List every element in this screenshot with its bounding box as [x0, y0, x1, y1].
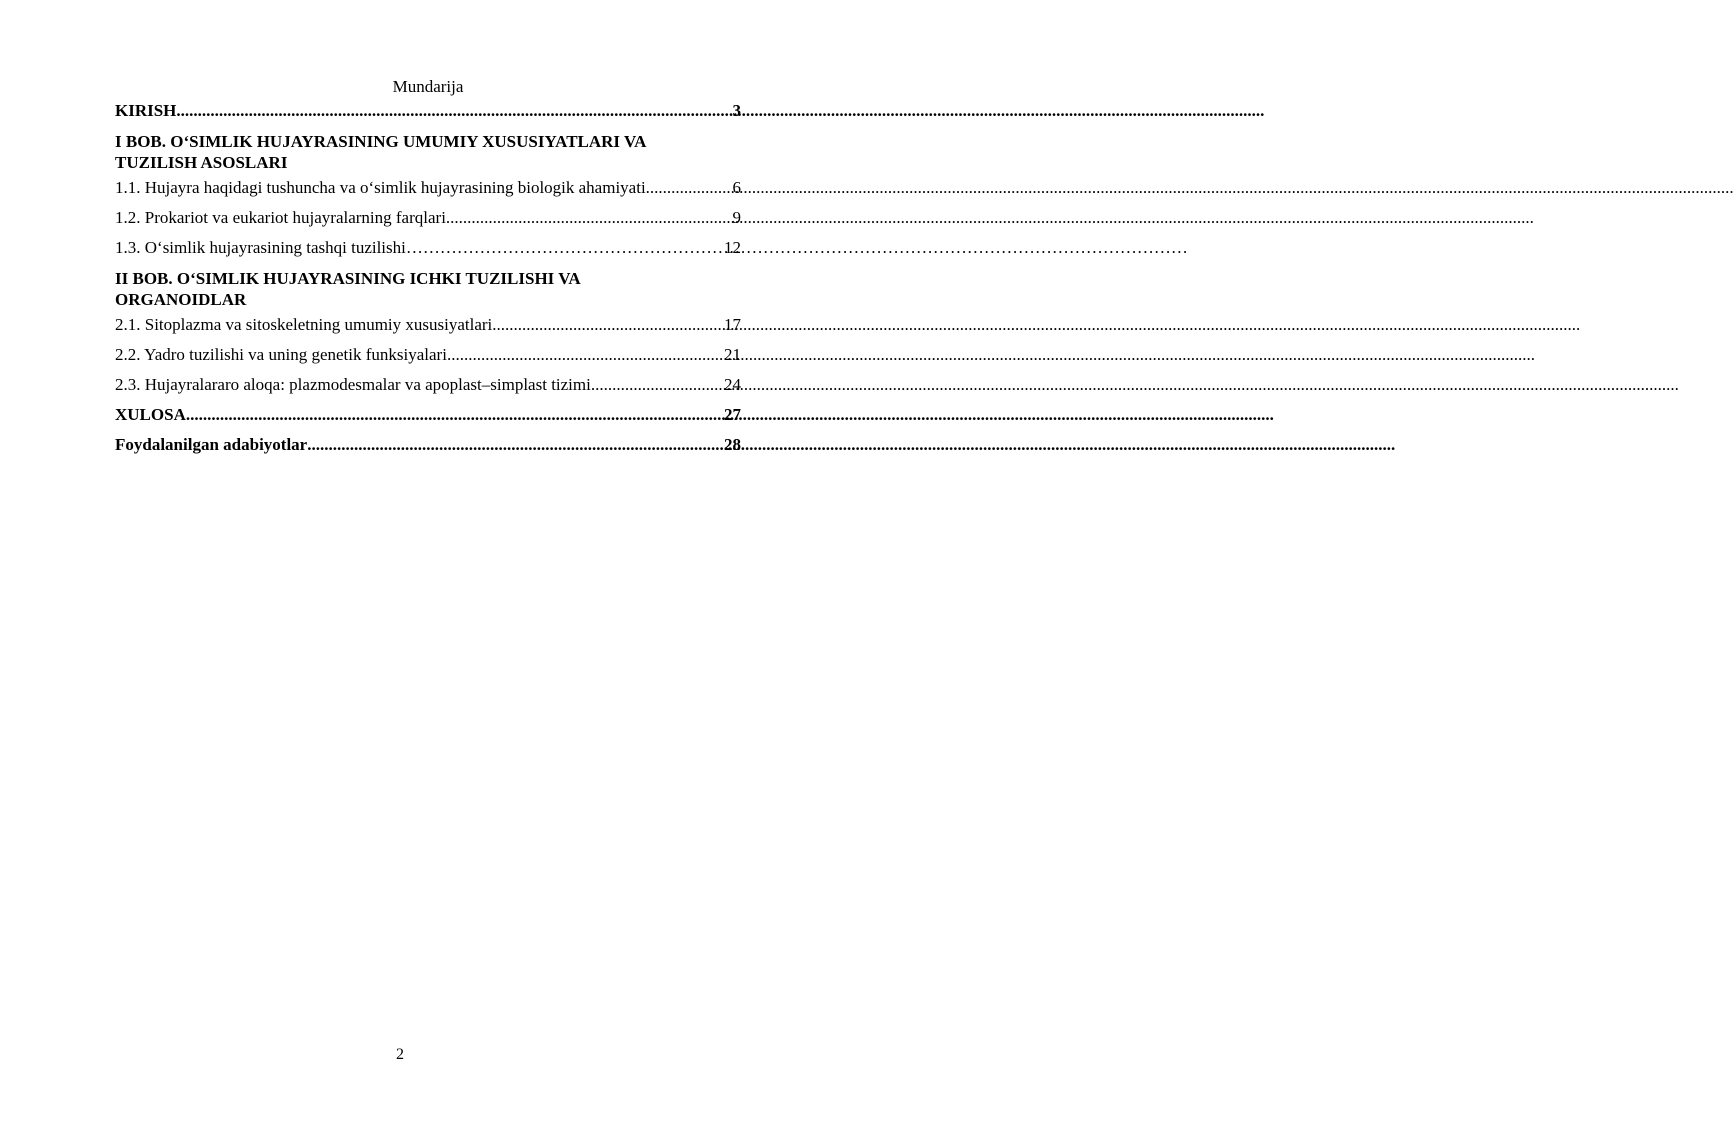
toc-entry-label: 2.3. Hujayralararo aloqa: plazmodesmalar va apoplast–simplast tizimi — [115, 375, 591, 394]
toc-entry-page: 24 — [724, 375, 741, 394]
chapter-heading-line: TUZILISH ASOSLARI — [115, 153, 288, 172]
toc-entry-1-2[interactable] — [115, 207, 741, 228]
toc-title: Mundarija — [392, 77, 464, 96]
chapter-heading-line: II BOB. O‘SIMLIK HUJAYRASINING ICHKI TUZILISHI VA — [115, 269, 581, 288]
chapter-heading-line: I BOB. O‘SIMLIK HUJAYRASINING UMUMIY XUSUSIYATLARI VA — [115, 132, 647, 151]
toc-entry-2-3[interactable] — [115, 374, 741, 395]
chapter-heading-line: ORGANOIDLAR — [115, 290, 247, 309]
toc-entry-page: 27 — [724, 405, 741, 424]
document-page — [0, 0, 800, 1131]
dot-leader — [492, 314, 724, 335]
toc-entry-page: 28 — [724, 435, 741, 454]
toc-chapter-heading-1[interactable] — [115, 131, 741, 173]
toc-entry-2-2[interactable] — [115, 344, 741, 365]
dot-leader — [591, 374, 724, 395]
toc-entry-page: 6 — [732, 178, 741, 197]
toc-chapter-heading-2[interactable] — [115, 268, 741, 310]
toc-entry-page: 17 — [724, 315, 741, 334]
toc-entry-label: 2.1. Sitoplazma va sitoskeletning umumiy xususiyatlari — [115, 315, 493, 334]
table-of-contents — [115, 76, 741, 455]
toc-entry-page: 9 — [732, 208, 741, 227]
page-number: 2 — [396, 1046, 404, 1063]
dot-leader — [176, 100, 732, 121]
toc-entry-kirish[interactable] — [115, 100, 741, 121]
toc-entry-label: Foydalanilgan adabiyotlar — [115, 435, 308, 454]
dot-leader — [446, 207, 733, 228]
toc-entry-xulosa[interactable] — [115, 404, 741, 425]
toc-entry-label: KIRISH — [115, 101, 177, 120]
toc-entry-label: 1.2. Prokariot va eukariot hujayralarning farqlari — [115, 208, 446, 227]
toc-entry-2-1[interactable] — [115, 314, 741, 335]
dot-leader — [447, 344, 724, 365]
toc-entry-page: 12 — [724, 238, 741, 257]
toc-entry-adabiyotlar[interactable] — [115, 434, 741, 455]
toc-entry-label: XULOSA — [115, 405, 186, 424]
dot-leader — [646, 177, 733, 198]
toc-entry-page: 3 — [732, 101, 741, 120]
toc-entry-label: 1.1. Hujayra haqidagi tushuncha va o‘simlik hujayrasining biologik ahamiyati — [115, 178, 646, 197]
toc-entry-label: 1.3. O‘simlik hujayrasining tashqi tuzilishi — [115, 238, 406, 257]
toc-entry-page: 21 — [724, 345, 741, 364]
toc-entry-label: 2.2. Yadro tuzilishi va uning genetik funksiyalari — [115, 345, 447, 364]
toc-entry-1-1[interactable] — [115, 177, 741, 198]
toc-entry-1-3[interactable] — [115, 237, 741, 258]
dot-leader — [307, 434, 724, 455]
dot-leader — [406, 237, 724, 258]
dot-leader — [186, 404, 724, 425]
